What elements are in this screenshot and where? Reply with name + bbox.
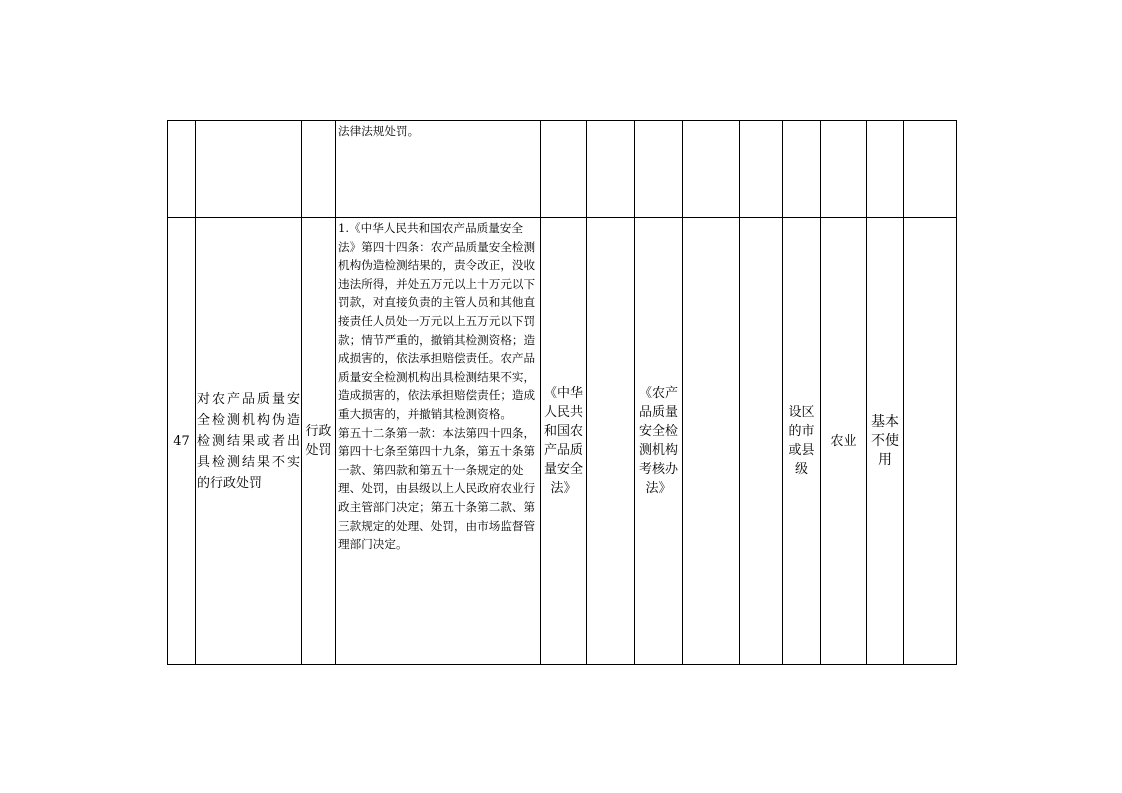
cell-law: 《中华人民共和国农产品质量安全法》 xyxy=(541,218,587,665)
basis-paragraph-1: 1.《中华人民共和国农产品质量安全法》第四十四条：农产品质量安全检测机构伪造检测结果的，责令改正，没收违法所得，并处五万元以上十万元以下罚款，对直接负责的主管人员和其他直接责任人员处一万元以上五万元以下罚款；情节严重的，撤销其检测资格；造成损害的，依法承担赔偿责任。农产品质量安全检测机构出具检测结果不实，造成损害的，依法承担赔偿责任；造成重大损害的，并撤销其检测资格。 xyxy=(338,221,536,421)
cell-department: 农业 xyxy=(821,218,867,665)
cell-power-type xyxy=(302,121,336,218)
cell-regulation: 《农产品质量安全检测机构考核办法》 xyxy=(635,218,683,665)
regulation-table xyxy=(167,120,957,665)
table-row-continuation xyxy=(168,121,957,218)
basis-paragraph-2: 第五十二条第一款：本法第四十四条，第四十七条至第四十九条，第五十条第一款、第四款和第五十一条规定的处理、处罚，由县级以上人民政府农业行政主管部门决定；第五十条第二款、第三款规定的处理、处罚，由市场监督管理部门决定。 xyxy=(338,425,536,552)
table-row-47 xyxy=(168,218,957,665)
cell-empty-1 xyxy=(587,218,635,665)
cell-empty-3 xyxy=(740,218,783,665)
cell-empty-4 xyxy=(904,121,957,218)
cell-item-name: 对农产品质量安全检测机构伪造检测结果或者出具检测结果不实的行政处罚 xyxy=(196,218,302,665)
cell-number xyxy=(168,121,196,218)
cell-regulation xyxy=(635,121,683,218)
cell-level xyxy=(783,121,821,218)
cell-department xyxy=(821,121,867,218)
cell-empty-3 xyxy=(740,121,783,218)
cell-law xyxy=(541,121,587,218)
cell-usage: 基本 不使 用 xyxy=(867,218,904,665)
cell-empty-2 xyxy=(683,218,740,665)
cell-basis xyxy=(336,218,541,665)
cell-item-name xyxy=(196,121,302,218)
cell-empty-1 xyxy=(587,121,635,218)
cell-empty-2 xyxy=(683,121,740,218)
basis-tail-text: 法律法规处罚。 xyxy=(338,124,420,138)
cell-empty-4 xyxy=(904,218,957,665)
cell-usage xyxy=(867,121,904,218)
cell-power-type: 行政 处罚 xyxy=(302,218,336,665)
cell-number: 47 xyxy=(168,218,196,665)
cell-basis xyxy=(336,121,541,218)
cell-level: 设区 的市 或县 级 xyxy=(783,218,821,665)
